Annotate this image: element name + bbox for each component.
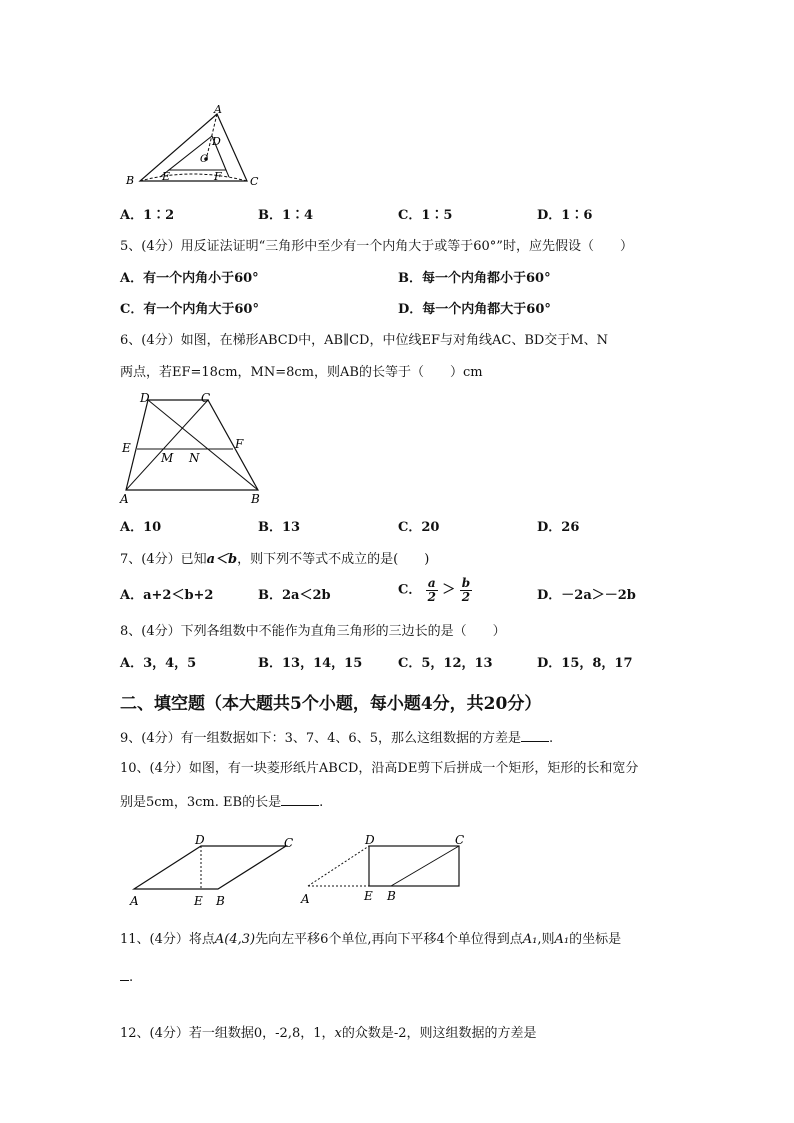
q7-option-c-fraction-a <box>426 577 438 604</box>
q4-option-a: A．1∶2 <box>120 208 175 223</box>
q11-line2-end: . <box>129 970 134 985</box>
q11-stem-mid: 先向左平移6个单位,再向下平移4个单位得到点 <box>255 932 523 947</box>
q7-stem-condition: a＜b <box>206 552 238 567</box>
q4-label-F: F <box>214 170 222 183</box>
q5-stem: 5、(4分）用反证法证明“三角形中至少有一个内角大于或等于60°”时，应先假设（ ） <box>120 239 633 254</box>
q9-stem <box>120 729 553 747</box>
q10-fig1-label-A: A <box>130 894 139 908</box>
q7-stem-prefix: 7、(4分）已知 <box>120 552 207 567</box>
q6-option-c: C．20 <box>398 520 440 535</box>
q7-option-c-relation: ＞ <box>442 582 456 598</box>
q6-label-D: D <box>140 391 150 405</box>
q6-option-a: A．10 <box>120 520 162 535</box>
q11-answer-blank[interactable] <box>120 968 129 981</box>
q11-stem-suffix: 的坐标是 <box>569 932 622 947</box>
q5-option-c: C．有一个内角大于60° <box>120 302 259 317</box>
q12-variable-x: x <box>334 1026 342 1041</box>
q11-point-a: A(4,3) <box>214 932 256 947</box>
q10-fig2-label-E: E <box>364 889 373 903</box>
q4-label-A: A <box>214 104 222 116</box>
q10-fig1-label-C: C <box>284 836 294 850</box>
q4-triangle-figure <box>122 104 272 190</box>
q7-option-a: A．a+2＜b+2 <box>120 588 214 603</box>
q12-stem-prefix: 12、(4分）若一组数据0，-2,8，1， <box>120 1026 335 1041</box>
q5-option-a: A．有一个内角小于60° <box>120 271 259 286</box>
q7-option-c-fraction-b <box>460 577 472 604</box>
q11-stem-mid2: ,则 <box>537 932 555 947</box>
q4-option-d: D．1∶6 <box>537 208 593 223</box>
q9-answer-blank[interactable] <box>521 729 549 742</box>
q6-label-E: E <box>122 441 131 455</box>
q10-answer-blank[interactable] <box>281 793 319 806</box>
q11-point-a1: A₁ <box>522 932 538 947</box>
q6-option-b: B．13 <box>258 520 301 535</box>
q10-fig1-label-E: E <box>194 894 203 908</box>
q11-stem <box>120 932 621 948</box>
q6-label-B: B <box>251 492 260 506</box>
q11-point-a1-second: A₁ <box>554 932 570 947</box>
q6-label-F: F <box>235 437 244 451</box>
q10-stem-end: . <box>319 795 324 810</box>
q10-stem-line2 <box>120 793 323 811</box>
q5-option-d: D．每一个内角都大于60° <box>398 302 551 317</box>
q9-stem-text: 9、(4分）有一组数据如下：3、7、4、6、5，那么这组数据的方差是 <box>120 731 521 746</box>
section-2-title: 二、填空题（本大题共5个小题，每小题4分，共20分） <box>120 694 542 714</box>
q6-trapezoid-figure <box>118 390 268 510</box>
q7-option-b: B．2a＜2b <box>258 588 331 603</box>
q6-label-M: M <box>161 451 174 465</box>
q6-label-A: A <box>120 492 129 506</box>
q4-label-E: E <box>162 170 171 183</box>
q4-label-B: B <box>126 174 135 187</box>
q10-stem-line2-text: 别是5cm，3cm. EB的长是 <box>120 795 282 810</box>
q6-stem-line1: 6、(4分）如图，在梯形ABCD中，AB∥CD，中位线EF与对角线AC、BD交于M、N <box>120 333 608 348</box>
q8-stem: 8、(4分）下列各组数中不能作为直角三角形的三边长的是（ ） <box>120 624 506 639</box>
q4-option-c: C．1∶5 <box>398 208 453 223</box>
q6-label-C: C <box>201 391 211 405</box>
q7-option-c-num-a: a <box>427 576 436 590</box>
q7-option-c <box>398 577 472 604</box>
q10-fig2-label-B: B <box>387 889 396 903</box>
q10-fig2-label-D: D <box>365 833 375 847</box>
q8-option-b: B．13，14，15 <box>258 656 363 671</box>
q7-option-c-num-b: b <box>461 576 471 590</box>
q10-fig1-label-D: D <box>195 833 205 847</box>
q7-stem-suffix: ，则下列不等式不成立的是( ) <box>237 552 430 567</box>
q4-option-b: B．1∶4 <box>258 208 314 223</box>
q4-label-C: C <box>250 175 259 188</box>
q10-rectangle-figure <box>296 830 476 912</box>
q8-option-d: D．15，8，17 <box>537 656 633 671</box>
q10-rhombus-figure <box>126 832 306 910</box>
q6-option-d: D．26 <box>537 520 580 535</box>
q4-label-O: O <box>200 154 209 165</box>
q6-stem-line2: 两点，若EF=18cm，MN=8cm，则AB的长等于（ ）cm <box>120 365 483 380</box>
q10-fig2-label-C: C <box>455 833 465 847</box>
q9-stem-end: . <box>548 731 554 746</box>
q11-line2 <box>120 968 133 986</box>
q7-option-c-den-a: 2 <box>427 590 436 604</box>
q10-stem-line1: 10、(4分）如图，有一块菱形纸片ABCD，沿高DE剪下后拼成一个矩形，矩形的长和宽分 <box>120 761 639 776</box>
q7-option-c-den-b: 2 <box>461 590 471 604</box>
q4-label-D: D <box>212 135 221 148</box>
q6-label-N: N <box>189 451 200 465</box>
q11-stem-prefix: 11、(4分）将点 <box>120 932 215 947</box>
q8-option-c: C．5，12，13 <box>398 656 493 671</box>
q7-stem <box>120 552 429 568</box>
q7-option-c-label: C． <box>398 582 422 598</box>
q8-option-a: A．3，4，5 <box>120 656 197 671</box>
q12-stem-suffix: 的众数是-2，则这组数据的方差是 <box>341 1026 537 1041</box>
q10-fig1-label-B: B <box>216 894 225 908</box>
q5-option-b: B．每一个内角都小于60° <box>398 271 551 286</box>
q10-fig2-label-A: A <box>301 892 310 906</box>
q7-option-d: D．－2a＞－2b <box>537 588 636 603</box>
q12-stem <box>120 1026 537 1042</box>
